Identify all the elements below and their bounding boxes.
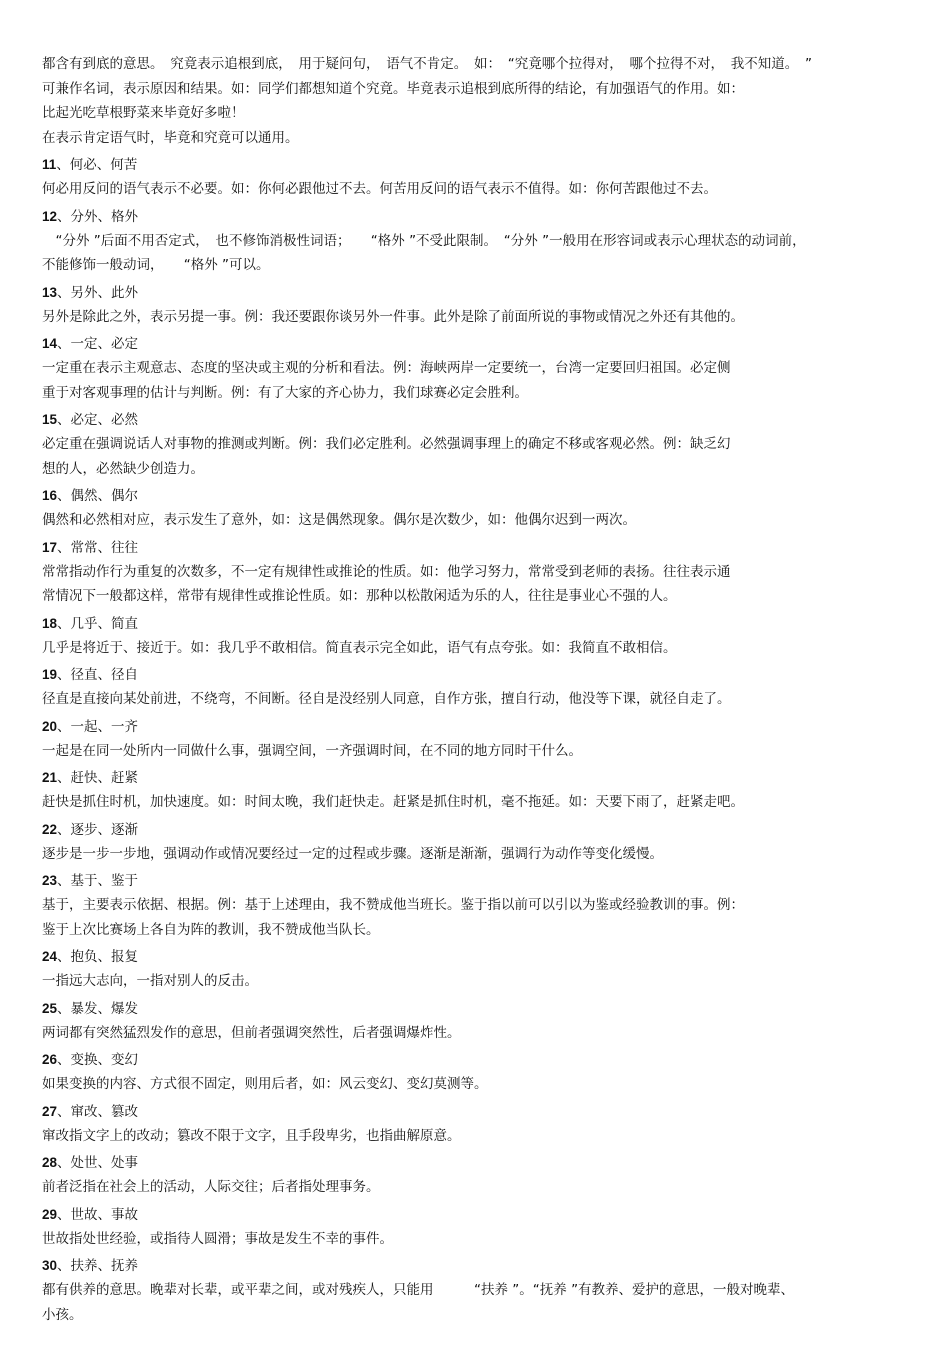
entry-list bbox=[42, 153, 912, 1327]
entry-heading bbox=[42, 536, 912, 560]
entry-title: 、暴发、爆发 bbox=[57, 1000, 139, 1017]
entry-number: 14 bbox=[42, 336, 58, 351]
entry-heading bbox=[42, 818, 912, 842]
entry-text-line: 必定重在强调说话人对事物的推测或判断。例：我们必定胜利。必然强调事理上的确定不移或客观必然。例：缺乏幻 bbox=[42, 436, 731, 452]
entry-title: 、偶然、偶尔 bbox=[57, 488, 139, 504]
entry-heading bbox=[42, 484, 912, 508]
entry-title: 、窜改、篡改 bbox=[57, 1103, 139, 1120]
entry-text-line: 窜改指文字上的改动；篡改不限于文字，且手段卑劣，也指曲解原意。 bbox=[42, 1127, 461, 1144]
entry-14 bbox=[42, 332, 912, 405]
entry-heading bbox=[42, 153, 912, 177]
entry-22 bbox=[42, 818, 912, 867]
entry-title: 、赶快、赶紧 bbox=[57, 770, 139, 786]
entry-text-line: 小孩。 bbox=[42, 1306, 83, 1323]
entry-heading bbox=[42, 945, 912, 969]
entry-heading bbox=[42, 1203, 912, 1227]
entry-heading bbox=[42, 663, 912, 687]
entry-text-line: 一指远大志向，一指对别人的反击。 bbox=[42, 973, 258, 989]
entry-13 bbox=[42, 281, 912, 330]
entry-text-line: 前者泛指在社会上的活动，人际交往；后者指处理事务。 bbox=[42, 1179, 380, 1195]
entry-17 bbox=[42, 536, 912, 609]
entry-title: 、抱负、报复 bbox=[57, 949, 139, 965]
entry-title: 、逐步、逐渐 bbox=[57, 821, 139, 838]
entry-29 bbox=[42, 1203, 912, 1252]
entry-number: 30 bbox=[42, 1258, 58, 1273]
entry-11 bbox=[42, 153, 912, 202]
entry-number: 13 bbox=[42, 284, 58, 300]
entry-20 bbox=[42, 715, 912, 764]
entry-title: 、必定、必然 bbox=[57, 412, 139, 428]
entry-heading bbox=[42, 1254, 912, 1278]
entry-title: 、径直、径自 bbox=[57, 667, 139, 683]
entry-text-line: 几乎是将近于、接近于。如：我几乎不敢相信。简直表示完全如此，语气有点夸张。如：我简直不敢相信。 bbox=[42, 639, 677, 656]
entry-heading bbox=[42, 281, 912, 305]
entry-text-line: 一定重在表示主观意志、态度的坚决或主观的分析和看法。例：海峡两岸一定要统一，台湾一定要回归祖国。必定侧 bbox=[42, 360, 731, 376]
entry-text-line: 两词都有突然猛烈发作的意思，但前者强调突然性，后者强调爆炸性。 bbox=[42, 1024, 461, 1041]
entry-number: 18 bbox=[42, 615, 58, 631]
entry-number: 19 bbox=[42, 667, 58, 682]
entry-19 bbox=[42, 663, 912, 712]
entry-text-line: 常常指动作行为重复的次数多，不一定有规律性或推论的性质。如：他学习努力，常常受到老师的表扬。往往表示通 bbox=[42, 563, 731, 580]
entry-30 bbox=[42, 1254, 912, 1327]
entry-18 bbox=[42, 612, 912, 661]
entry-heading bbox=[42, 1151, 912, 1175]
entry-text-line: 不能修饰一般动词， “格外 ”可以。 bbox=[42, 257, 270, 273]
entry-number: 15 bbox=[42, 412, 58, 427]
entry-text-line: 如果变换的内容、方式很不固定，则用后者，如：风云变幻、变幻莫测等。 bbox=[42, 1076, 488, 1092]
entry-text-line: 想的人，必然缺少创造力。 bbox=[42, 460, 204, 477]
entry-text-line: 逐步是一步一步地，强调动作或情况要经过一定的过程或步骤。逐渐是渐渐，强调行为动作等变化缓慢。 bbox=[42, 845, 663, 862]
entry-title: 、基于、鉴于 bbox=[57, 873, 139, 889]
entry-text-line: “分外 ”后面不用否定式， 也不修饰消极性词语； “格外 ”不受此限制。 “分外 ”一般用在形容词或表示心理状态的动词前， bbox=[42, 232, 806, 249]
entry-heading bbox=[42, 612, 912, 636]
entry-title: 、分外、格外 bbox=[57, 208, 139, 225]
entry-text-line: 另外是除此之外，表示另提一事。例：我还要跟你谈另外一件事。此外是除了前面所说的事物或情况之外还有其他的。 bbox=[42, 308, 744, 325]
entry-title: 、一定、必定 bbox=[57, 336, 139, 352]
entry-heading bbox=[42, 1100, 912, 1124]
entry-number: 24 bbox=[42, 949, 58, 964]
entry-text-line: 径直是直接向某处前进，不绕弯，不间断。径自是没经别人同意，自作方张，擅自行动，他没等下课，就径自走了。 bbox=[42, 691, 731, 707]
entry-title: 、一起、一齐 bbox=[57, 718, 139, 735]
entry-text-line: 何必用反问的语气表示不必要。如：你何必跟他过不去。何苦用反问的语气表示不值得。如：你何苦跟他过不去。 bbox=[42, 181, 717, 197]
entry-title: 、几乎、简直 bbox=[57, 615, 139, 632]
entry-text-line: 偶然和必然相对应，表示发生了意外，如：这是偶然现象。偶尔是次数少，如：他偶尔迟到一两次。 bbox=[42, 512, 636, 528]
entry-16 bbox=[42, 484, 912, 533]
entry-heading bbox=[42, 997, 912, 1021]
entry-number: 25 bbox=[42, 1000, 58, 1016]
entry-title: 、处世、处事 bbox=[57, 1155, 139, 1171]
entry-text-line: 一起是在同一处所内一同做什么事，强调空间，一齐强调时间，在不同的地方同时干什么。 bbox=[42, 742, 582, 759]
entry-28 bbox=[42, 1151, 912, 1200]
intro-line: 可兼作名词，表示原因和结果。如：同学们都想知道个究竟。毕竟表示追根到底所得的结论，有加强语气的作用。如： bbox=[42, 80, 744, 97]
entry-25 bbox=[42, 997, 912, 1046]
entry-text-line: 鉴于上次比赛场上各自为阵的教训，我不赞成他当队长。 bbox=[42, 921, 380, 938]
entry-text-line: 基于，主要表示依据、根据。例：基于上述理由，我不赞成他当班长。鉴于指以前可以引以为鉴或经验教训的事。例： bbox=[42, 897, 744, 913]
entry-23 bbox=[42, 869, 912, 942]
entry-text-line: 重于对客观事理的估计与判断。例：有了大家的齐心协力，我们球赛必定会胜利。 bbox=[42, 384, 528, 401]
entry-number: 29 bbox=[42, 1206, 58, 1222]
entry-27 bbox=[42, 1100, 912, 1149]
entry-heading bbox=[42, 408, 912, 432]
entry-title: 、常常、往往 bbox=[57, 539, 139, 556]
entry-text-line: 都有供养的意思。晚辈对长辈，或平辈之间，或对残疾人，只能用 “扶养 ”。“抚养 ”有教养、爱护的意思，一般对晚辈、 bbox=[42, 1282, 795, 1298]
document-page bbox=[42, 52, 912, 1327]
entry-title: 、变换、变幻 bbox=[57, 1052, 139, 1068]
entry-number: 22 bbox=[42, 821, 58, 837]
entry-title: 、另外、此外 bbox=[57, 284, 139, 301]
entry-number: 17 bbox=[42, 539, 58, 555]
entry-15 bbox=[42, 408, 912, 481]
entry-number: 21 bbox=[42, 770, 58, 785]
entry-12 bbox=[42, 205, 912, 278]
entry-number: 16 bbox=[42, 488, 58, 503]
entry-heading bbox=[42, 766, 912, 790]
entry-number: 11 bbox=[42, 157, 57, 172]
entry-number: 27 bbox=[42, 1103, 58, 1119]
entry-text-line: 常情况下一般都这样，常带有规律性或推论性质。如：那种以松散闲适为乐的人，往往是事业心不强的人。 bbox=[42, 588, 677, 604]
entry-heading bbox=[42, 869, 912, 893]
intro-line: 在表示肯定语气时，毕竟和究竟可以通用。 bbox=[42, 129, 299, 146]
entry-number: 20 bbox=[42, 718, 58, 734]
entry-heading bbox=[42, 715, 912, 739]
entry-heading bbox=[42, 1048, 912, 1072]
intro-paragraph bbox=[42, 52, 912, 150]
entry-heading bbox=[42, 205, 912, 229]
entry-number: 23 bbox=[42, 873, 58, 888]
entry-number: 28 bbox=[42, 1155, 58, 1170]
intro-line: 都含有到底的意思。 究竟表示追根到底， 用于疑问句， 语气不肯定。 如： “究竟哪个拉得对， 哪个拉得不对， 我不知道。 ” bbox=[42, 56, 812, 72]
entry-heading bbox=[42, 332, 912, 356]
intro-line: 比起光吃草根野菜来毕竟好多啦！ bbox=[42, 105, 245, 121]
entry-21 bbox=[42, 766, 912, 815]
entry-number: 12 bbox=[42, 208, 58, 224]
entry-title: 、扶养、抚养 bbox=[57, 1258, 139, 1274]
entry-text-line: 赶快是抓住时机，加快速度。如：时间太晚，我们赶快走。赶紧是抓住时机，毫不拖延。如：天要下雨了，赶紧走吧。 bbox=[42, 794, 744, 810]
entry-text-line: 世故指处世经验，或指待人圆滑；事故是发生不幸的事件。 bbox=[42, 1230, 393, 1247]
entry-number: 26 bbox=[42, 1052, 58, 1067]
entry-26 bbox=[42, 1048, 912, 1097]
entry-title: 、世故、事故 bbox=[57, 1206, 139, 1223]
entry-title: 、何必、何苦 bbox=[56, 157, 138, 173]
entry-24 bbox=[42, 945, 912, 994]
